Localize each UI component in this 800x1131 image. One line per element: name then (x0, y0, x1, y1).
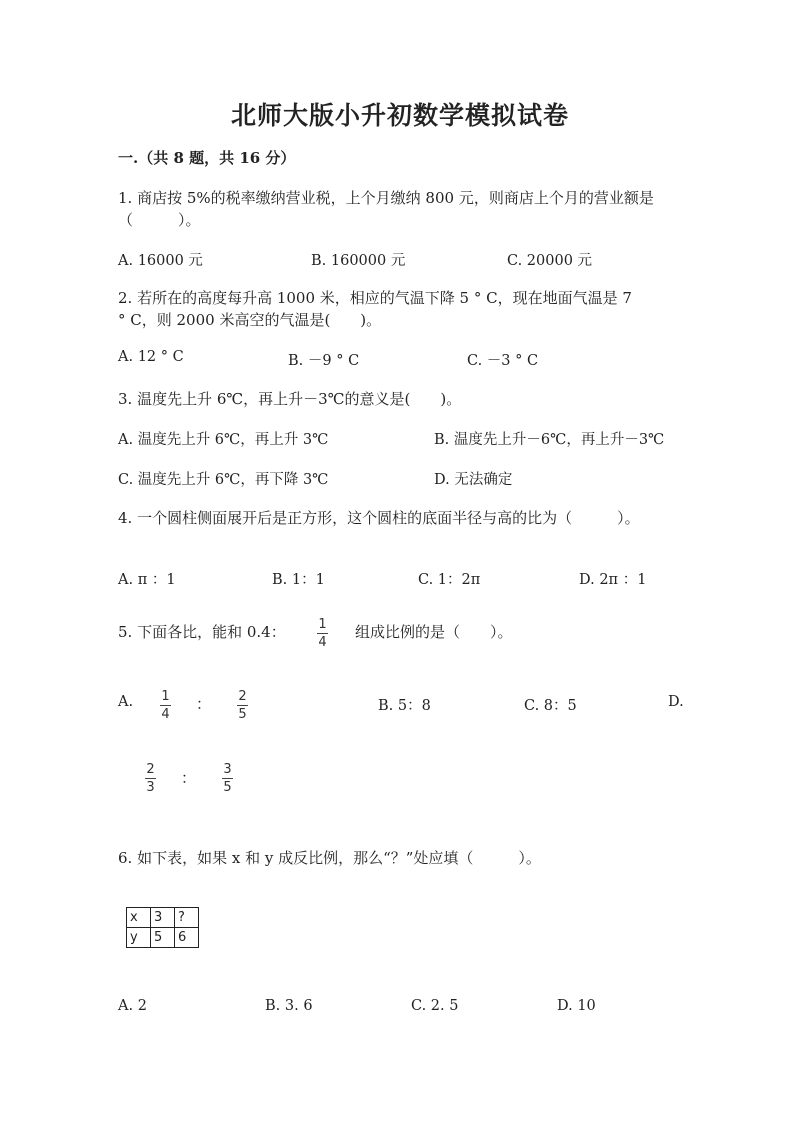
fraction-numerator: 2 (146, 762, 155, 777)
q6-option-d: D. 10 (557, 998, 596, 1014)
q6-stem: 6. 如下表，如果 x 和 y 成反比例，那么“？”处应填（ ）。 (118, 849, 541, 867)
table-cell: 3 (151, 908, 175, 928)
q6-option-b: B. 3. 6 (265, 998, 313, 1014)
fraction-denominator: 5 (238, 707, 247, 722)
fraction-numerator: 2 (238, 689, 247, 704)
table-cell: 6 (175, 928, 199, 948)
q2-option-a: A. 12 ° C (118, 349, 184, 365)
q5-stem-fraction (317, 617, 328, 650)
table-cell: x (127, 908, 151, 928)
q2-stem-line2: ° C，则 2000 米高空的气温是( )。 (118, 311, 382, 329)
q2-option-b: B. －9 ° C (288, 353, 360, 369)
page-title: 北师大版小升初数学模拟试卷 (230, 101, 569, 130)
q4-option-d: D. 2π ：1 (579, 572, 647, 588)
section-heading: 一.（共 8 题，共 16 分） (118, 149, 296, 167)
fraction-denominator: 5 (223, 780, 232, 795)
table-cell: ? (175, 908, 199, 928)
q4-stem: 4. 一个圆柱侧面展开后是正方形，这个圆柱的底面半径与高的比为（ ）。 (118, 509, 640, 527)
q5-option-c: C. 8：5 (524, 698, 577, 714)
fraction-bar (145, 778, 156, 779)
q3-option-b: B. 温度先上升－6℃，再上升－3℃ (434, 432, 665, 448)
table-cell: 5 (151, 928, 175, 948)
q5-option-d-label: D. (668, 694, 684, 710)
q5-stem-prefix: 5. 下面各比，能和 0.4： (118, 623, 286, 641)
fraction-denominator: 4 (318, 635, 327, 650)
q5-option-d-fraction-1 (145, 762, 156, 795)
q5-option-a-fraction-1 (160, 689, 171, 722)
table-cell: y (127, 928, 151, 948)
q1-stem-line1: 1. 商店按 5%的税率缴纳营业税，上个月缴纳 800 元，则商店上个月的营业额是 (118, 189, 654, 207)
q5-option-a-colon: ： (196, 695, 212, 713)
q5-option-a-fraction-2 (237, 689, 248, 722)
q3-option-d: D. 无法确定 (434, 472, 513, 488)
q6-xy-table (126, 907, 199, 948)
q1-option-c: C. 20000 元 (507, 253, 593, 269)
q5-option-d-colon: ： (181, 769, 197, 787)
q5-stem-suffix: 组成比例的是（ ）。 (355, 623, 513, 641)
fraction-bar (317, 633, 328, 634)
q5-option-b: B. 5：8 (378, 698, 431, 714)
q2-option-c: C. －3 ° C (467, 353, 539, 369)
q6-option-c: C. 2. 5 (411, 998, 459, 1014)
q2-stem-line1: 2. 若所在的高度每升高 1000 米，相应的气温下降 5 ° C，现在地面气温是 7 (118, 289, 632, 307)
q4-option-a: A. π ：1 (118, 572, 176, 588)
fraction-numerator: 3 (223, 762, 232, 777)
q3-option-a: A. 温度先上升 6℃，再上升 3℃ (118, 432, 329, 448)
q5-option-a-label: A. (118, 694, 134, 710)
q5-option-d-fraction-2 (222, 762, 233, 795)
q4-option-b: B. 1：1 (272, 572, 325, 588)
q6-option-a: A. 2 (118, 998, 147, 1014)
q3-stem: 3. 温度先上升 6℃，再上升－3℃的意义是( )。 (118, 390, 462, 408)
q4-option-c: C. 1：2π (418, 572, 481, 588)
fraction-bar (222, 778, 233, 779)
q1-stem-line2: （ ）。 (118, 211, 201, 229)
q1-option-a: A. 16000 元 (118, 253, 203, 269)
fraction-bar (160, 705, 171, 706)
fraction-numerator: 1 (161, 689, 170, 704)
q3-option-c: C. 温度先上升 6℃，再下降 3℃ (118, 472, 329, 488)
fraction-numerator: 1 (318, 617, 327, 632)
table-row (127, 908, 199, 928)
fraction-denominator: 4 (161, 707, 170, 722)
q1-option-b: B. 160000 元 (311, 253, 406, 269)
table-row (127, 928, 199, 948)
fraction-denominator: 3 (146, 780, 155, 795)
fraction-bar (237, 705, 248, 706)
